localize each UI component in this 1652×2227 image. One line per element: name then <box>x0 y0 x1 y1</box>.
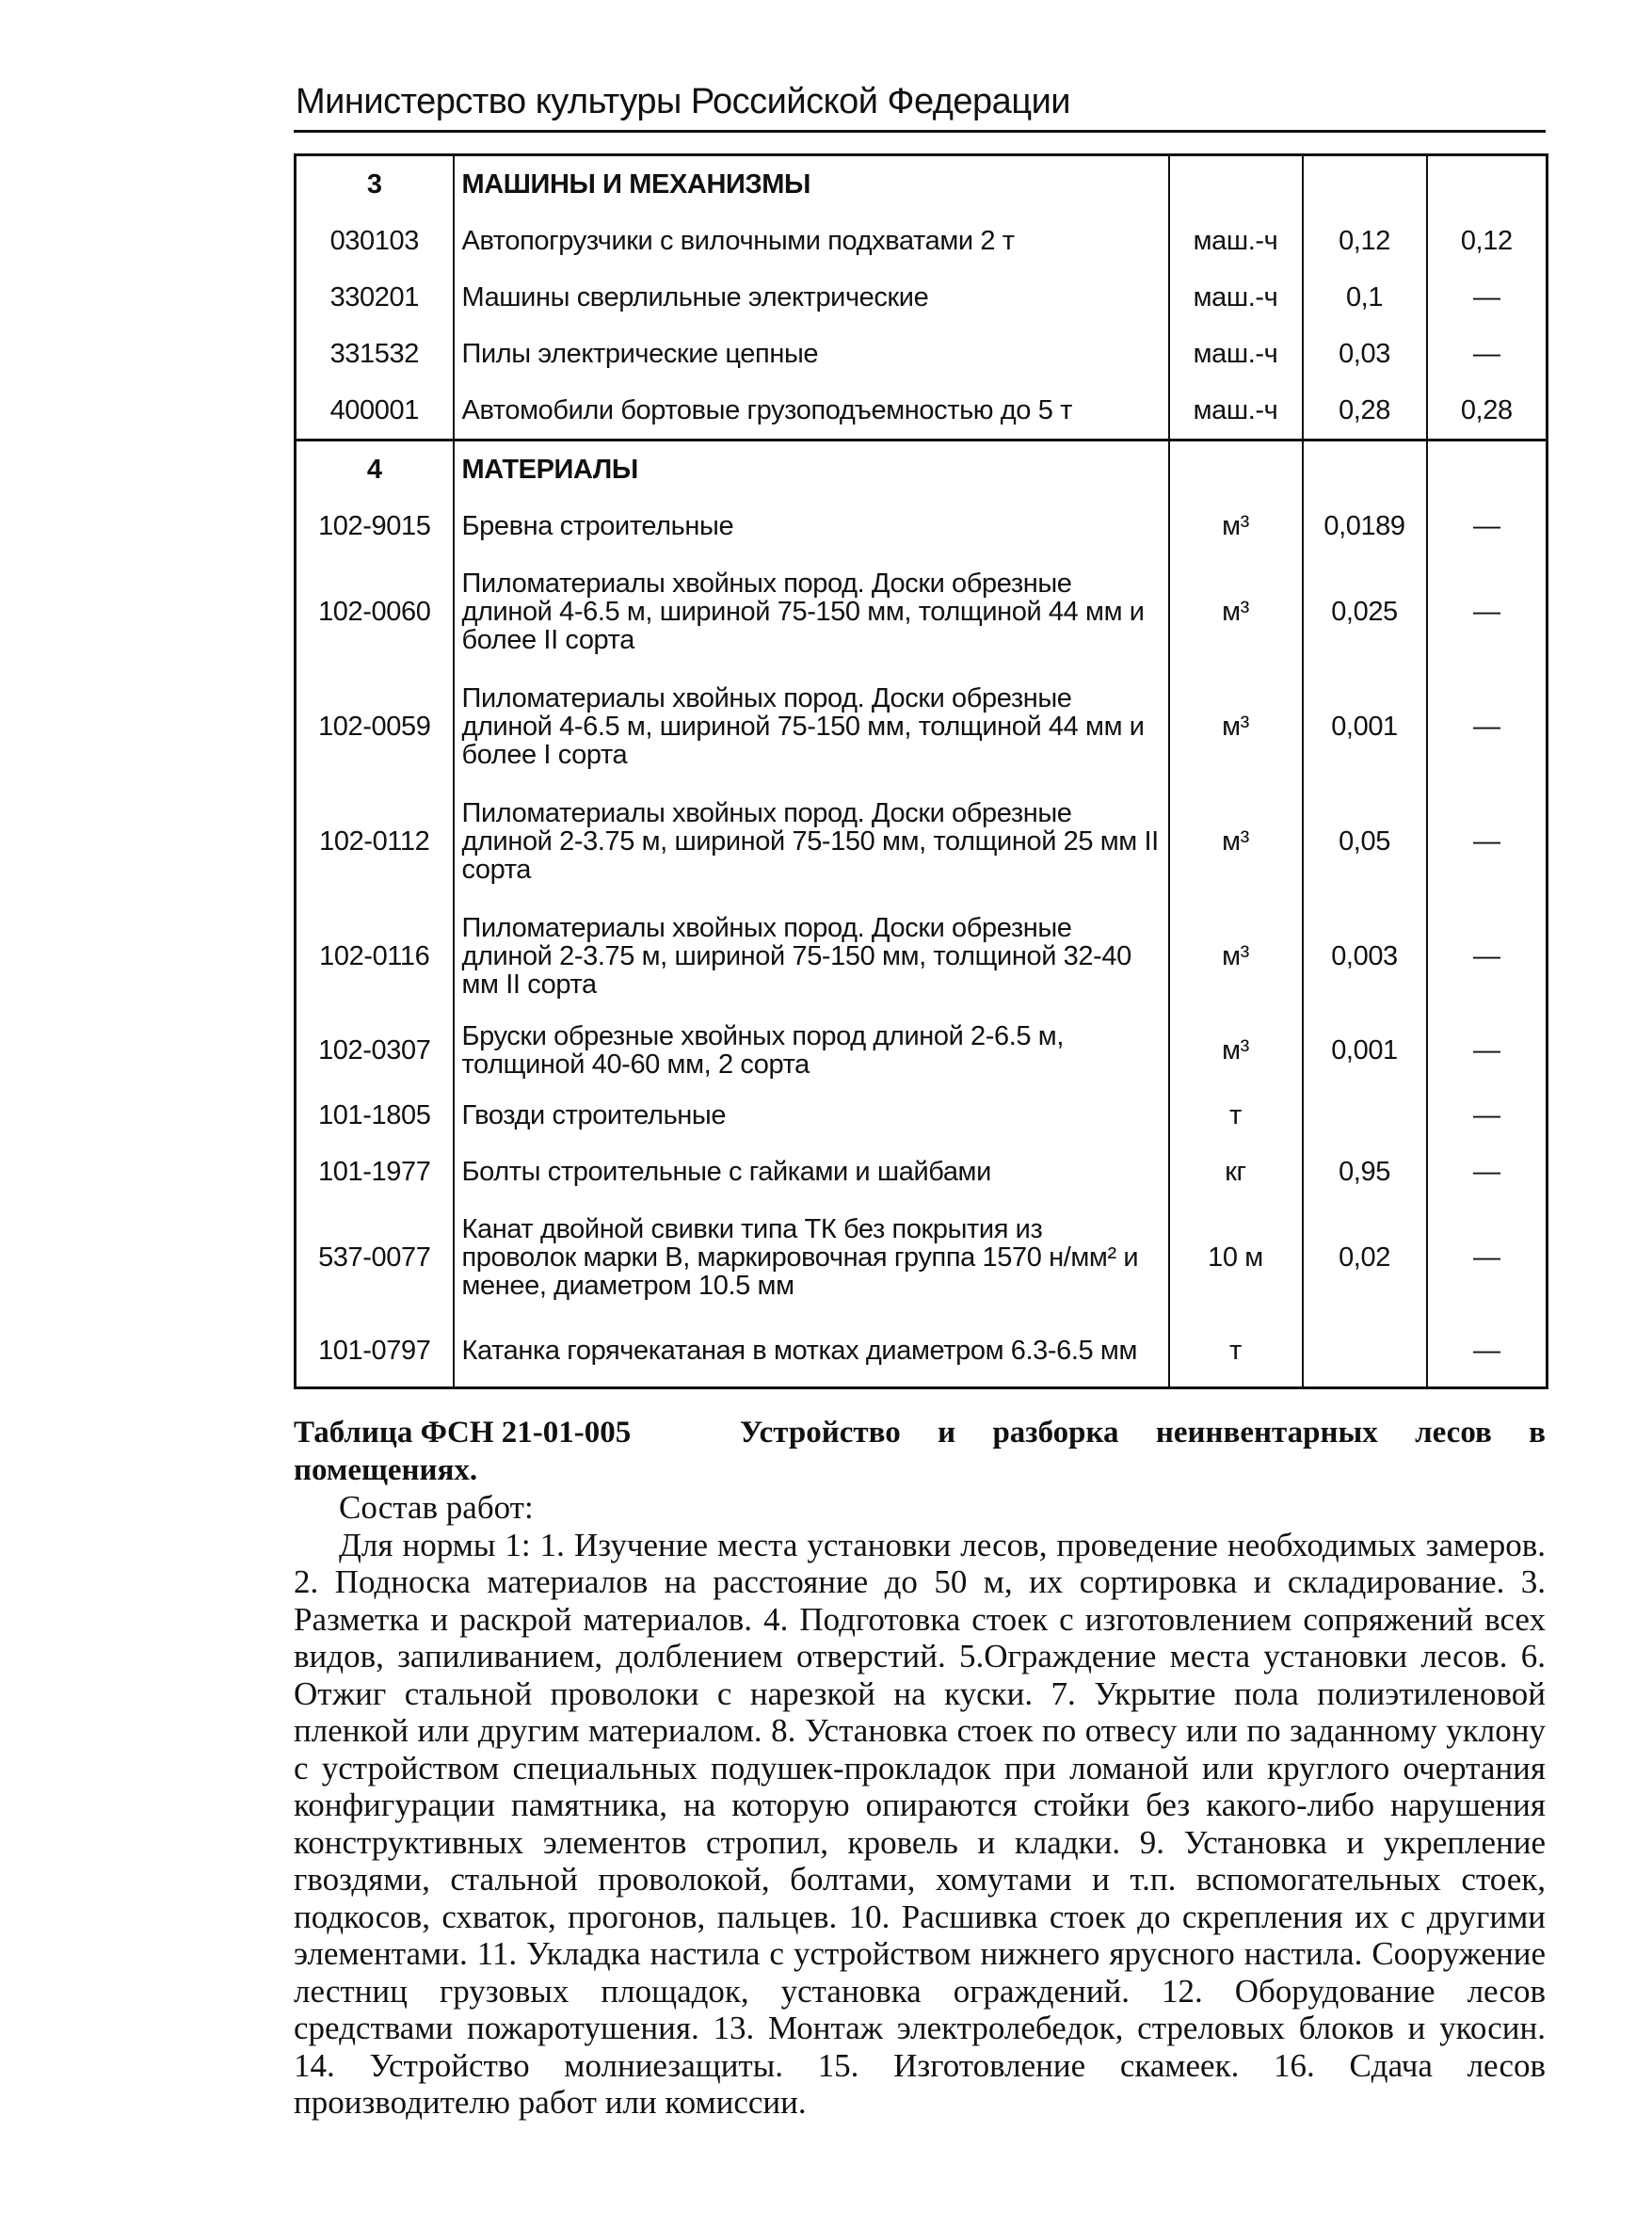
unit: м³ <box>1169 1014 1303 1087</box>
resource-code: 330201 <box>329 281 419 312</box>
norm-2: — <box>1427 498 1548 554</box>
section-header-row <box>296 155 1548 214</box>
empty-cell <box>1427 155 1548 214</box>
table-row <box>296 1144 1548 1200</box>
norm-2: — <box>1427 1014 1548 1087</box>
unit: маш.-ч <box>1169 213 1303 269</box>
table-title: Устройство и разборка неинвентарных лесов в помещениях. <box>294 1416 1546 1487</box>
norm-1 <box>1303 1087 1427 1144</box>
norm-2: — <box>1427 1087 1548 1144</box>
norm-2: — <box>1427 554 1548 669</box>
table-row <box>296 669 1548 784</box>
norm-2: — <box>1427 326 1548 382</box>
table-row <box>296 1200 1548 1315</box>
norm-1: 0,003 <box>1303 899 1427 1014</box>
norm-1: 0,025 <box>1303 554 1427 669</box>
table-row <box>296 326 1548 382</box>
unit: м³ <box>1169 899 1303 1014</box>
resource-name: Катанка горячекатаная в мотках диаметром 6.3-6.5 мм <box>454 1315 1169 1388</box>
section-code: 4 <box>296 441 454 499</box>
resource-name: Автопогрузчики с вилочными подхватами 2 т <box>454 213 1169 269</box>
norm-1: 0,05 <box>1303 784 1427 899</box>
resource-code: 102-0112 <box>319 825 430 857</box>
norm-2: — <box>1427 269 1548 326</box>
resource-code: 537-0077 <box>318 1242 431 1273</box>
resource-name: Пиломатериалы хвойных пород. Доски обрезные длиной 2-3.75 м, шириной 75-150 мм, толщиной 32-40 мм II сорта <box>454 899 1169 1014</box>
table-row <box>296 784 1548 899</box>
empty-cell <box>1303 441 1427 499</box>
table-row <box>296 382 1548 441</box>
norm-2: — <box>1427 1315 1548 1388</box>
table-number: Таблица ФСН 21-01-005 <box>294 1416 632 1450</box>
resource-code: 101-0797 <box>318 1335 431 1366</box>
table-caption <box>294 1414 1546 1489</box>
resource-name: Бревна строительные <box>454 498 1169 554</box>
norm-2: 0,28 <box>1427 382 1548 441</box>
unit: т <box>1169 1315 1303 1388</box>
resource-code: 102-0059 <box>318 711 431 742</box>
norm-2: — <box>1427 1144 1548 1200</box>
unit: кг <box>1169 1144 1303 1200</box>
resource-name: Гвозди строительные <box>454 1087 1169 1144</box>
composition-text: Для нормы 1: 1. Изучение места установки лесов, проведение необходимых замеров. 2. Подноска материалов на расстояние до 50 м, их сортировка и складирование. 3. Разметка и раскрой материалов. 4. Подготовка стоек с изготовлением сопряжений всех видов, запиливанием, долблением отверстий. 5.Ограждение места установки лесов. 6. Отжиг стальной проволоки с нарезкой на куски. 7. Укрытие пола полиэтиленовой пленкой или другим материалом. 8. Установка стоек по отвесу или по заданному уклону с устройством специальных подушек-прокладок при ломаной или круглого очертания конфигурации памятника, на которую опираются стойки без какого-либо нарушения конструктивных элементов стропил, кровель и кладки. 9. Установка и укрепление гвоздями, стальной проволокой, болтами, хомутами и т.п. вспомогательных стоек, подкосов, схваток, прогонов, пальцев. 10. Расшивка стоек до скрепления их с другими элементами. 11. Укладка настила с устройством нижнего ярусного настила. Сооружение лестниц грузовых площадок, установка ограждений. 12. Оборудование лесов средствами пожаротушения. 13. Монтаж электролебедок, стреловых блоков и укосин. 14. Устройство молниезащиты. 15. Изготовление скамеек. 16. Сдача лесов производителю работ или комиссии. <box>294 1526 1546 2121</box>
unit: м³ <box>1169 784 1303 899</box>
unit: м³ <box>1169 554 1303 669</box>
unit: т <box>1169 1087 1303 1144</box>
document-page <box>294 73 1546 2122</box>
resource-name: Болты строительные с гайками и шайбами <box>454 1144 1169 1200</box>
resource-code: 101-1805 <box>318 1099 431 1130</box>
unit: м³ <box>1169 498 1303 554</box>
resource-code: 400001 <box>329 394 419 425</box>
empty-cell <box>1303 155 1427 214</box>
work-composition <box>294 1489 1546 2122</box>
unit: маш.-ч <box>1169 269 1303 326</box>
table-row <box>296 899 1548 1014</box>
empty-cell <box>1169 441 1303 499</box>
resource-name: Канат двойной свивки типа ТК без покрытия из проволок марки В, маркировочная группа 1570 н/мм² и менее, диаметром 10.5 мм <box>454 1200 1169 1315</box>
table-row <box>296 1087 1548 1144</box>
norm-1: 0,0189 <box>1303 498 1427 554</box>
norm-2: 0,12 <box>1427 213 1548 269</box>
section-title: МАШИНЫ И МЕХАНИЗМЫ <box>454 155 1169 214</box>
resource-code: 101-1977 <box>318 1156 431 1187</box>
resource-code: 102-9015 <box>318 510 431 541</box>
norm-1 <box>1303 1315 1427 1388</box>
resource-code: 331532 <box>329 338 419 369</box>
unit: маш.-ч <box>1169 382 1303 441</box>
resource-table-body <box>296 155 1548 1388</box>
table-row <box>296 213 1548 269</box>
resource-code: 102-0060 <box>318 596 431 627</box>
unit: 10 м <box>1169 1200 1303 1315</box>
norm-2: — <box>1427 1200 1548 1315</box>
resource-name: Пилы электрические цепные <box>454 326 1169 382</box>
norm-1: 0,001 <box>1303 1014 1427 1087</box>
resource-code: 030103 <box>329 225 419 256</box>
norm-2: — <box>1427 669 1548 784</box>
composition-label: Состав работ: <box>339 1489 534 1526</box>
resource-table <box>294 153 1548 1389</box>
section-code: 3 <box>366 168 382 200</box>
norm-1: 0,12 <box>1303 213 1427 269</box>
norm-1: 0,001 <box>1303 669 1427 784</box>
table-row <box>296 269 1548 326</box>
table-row <box>296 554 1548 669</box>
unit: м³ <box>1169 669 1303 784</box>
resource-name: Пиломатериалы хвойных пород. Доски обрезные длиной 4-6.5 м, шириной 75-150 мм, толщиной 44 мм и более I сорта <box>454 669 1169 784</box>
norm-1: 0,1 <box>1303 269 1427 326</box>
empty-cell <box>1427 441 1548 499</box>
norm-1: 0,02 <box>1303 1200 1427 1315</box>
resource-code: 102-0307 <box>318 1034 431 1065</box>
table-row <box>296 1315 1548 1388</box>
norm-1: 0,03 <box>1303 326 1427 382</box>
section-header-row <box>296 441 1548 499</box>
resource-name: Пиломатериалы хвойных пород. Доски обрезные длиной 4-6.5 м, шириной 75-150 мм, толщиной 44 мм и более II сорта <box>454 554 1169 669</box>
section-title: МАТЕРИАЛЫ <box>454 441 1169 499</box>
norm-1: 0,28 <box>1303 382 1427 441</box>
norm-2: — <box>1427 899 1548 1014</box>
resource-name: Бруски обрезные хвойных пород длиной 2-6.5 м, толщиной 40-60 мм, 2 сорта <box>454 1014 1169 1087</box>
resource-code: 102-0116 <box>319 940 430 971</box>
unit: маш.-ч <box>1169 326 1303 382</box>
resource-name: Пиломатериалы хвойных пород. Доски обрезные длиной 2-3.75 м, шириной 75-150 мм, толщиной 25 мм II сорта <box>454 784 1169 899</box>
running-head: Министерство культуры Российской Федерации <box>294 73 1546 133</box>
norm-1: 0,95 <box>1303 1144 1427 1200</box>
table-row <box>296 498 1548 554</box>
table-row <box>296 1014 1548 1087</box>
resource-name: Автомобили бортовые грузоподъемностью до 5 т <box>454 382 1169 441</box>
resource-name: Машины сверлильные электрические <box>454 269 1169 326</box>
empty-cell <box>1169 155 1303 214</box>
norm-2: — <box>1427 784 1548 899</box>
